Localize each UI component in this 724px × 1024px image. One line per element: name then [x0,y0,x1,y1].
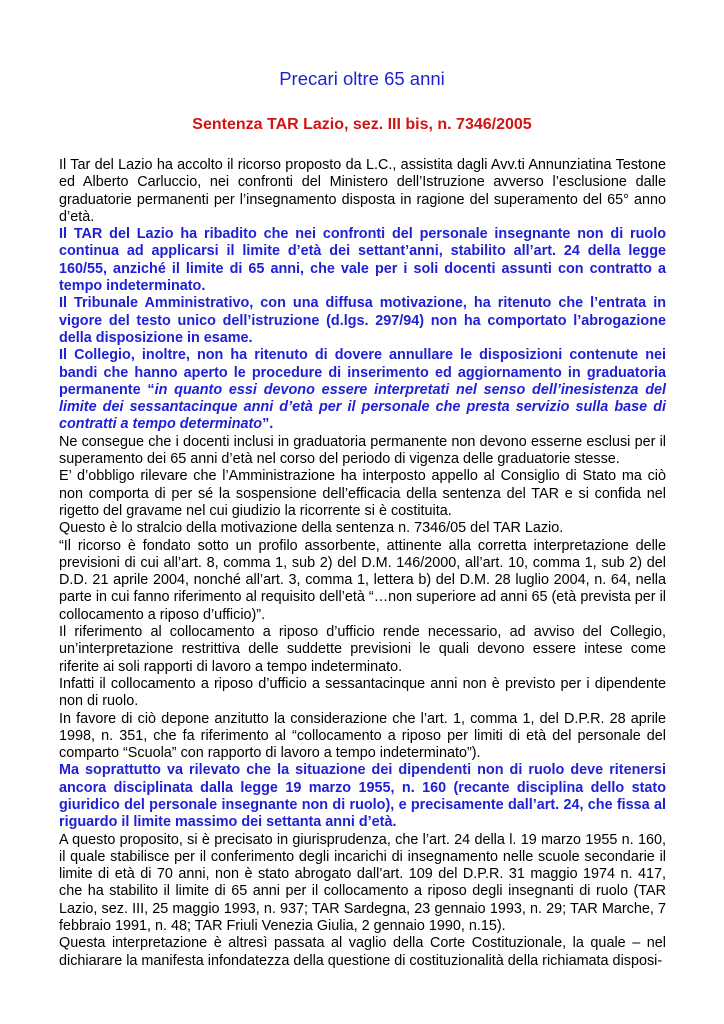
page-title: Precari oltre 65 anni [279,68,445,89]
paragraph-highlight-collegio [59,347,666,433]
paragraph-ricorso: “Il ricorso è fondato sotto un profilo assorbente, attinente alla corretta interpretazione delle previsioni di cui all’art. 8, comma 1, sub 2) del D.M. 146/2000, all’art. 10, comma 1, sub 2) del D.D. 21 aprile 2004, nonché all’art. 3, comma 1, lettera b) del D.M. 28 luglio 2004, n. 64, nella parte in cui fanno riferimento al requisito dell’età “…non superiore ad anni 65 (età prevista per il collocamento a riposo d’ufficio)”. [59,537,666,623]
paragraph-collocamento: Infatti il collocamento a riposo d’ufficio a sessantacinque anni non è previsto per i dipendente non di ruolo. [59,675,666,710]
document-body [59,157,666,970]
paragraph-riferimento: Il riferimento al collocamento a riposo d’ufficio rende necessario, ad avviso del Collegio, un’interpretazione restrittiva delle suddette previsioni le quali devono essere intese come riferite ai soli rapporti di lavoro a tempo indeterminato. [59,624,666,675]
page-subtitle: Sentenza TAR Lazio, sez. III bis, n. 7346/2005 [192,116,532,133]
paragraph-highlight-tribunal: Il Tribunale Amministrativo, con una diffusa motivazione, ha ritenuto che l’entrata in vigore del testo unico dell’istruzione (d.lgs. 297/94) non ha comportato l’abrogazione della disposizione in esame. [59,295,666,346]
paragraph-giurisprudenza: A questo proposito, si è precisato in giurisprudenza, che l’art. 24 della l. 19 marzo 1955 n. 160, il quale stabilisce per il conferimento degli incarichi di insegnamento nelle scuole secondarie il limite di età di 70 anni, non è stato abrogato dall’art. 109 del D.P.R. 31 maggio 1974 n. 417, che ha stabilito il limite di 65 anni per il collocamento a riposo degli insegnanti di ruolo (TAR Lazio, sez. III, 25 maggio 1993, n. 937; TAR Sardegna, 23 gennaio 1993, n. 29; TAR Marche, 7 febbraio 1991, n. 48; TAR Friuli Venezia Giulia, 2 gennaio 1990, n.15). [59,831,666,935]
paragraph-favore: In favore di ciò depone anzitutto la considerazione che l’art. 1, comma 1, del D.P.R. 28 aprile 1998, n. 351, che fa riferimento al “collocamento a riposo per limiti di età del personale del comparto “Scuola” con rapporto di lavoro a tempo indeterminato”). [59,710,666,762]
paragraph-highlight-legge: Ma soprattutto va rilevato che la situazione dei dipendenti non di ruolo deve ritenersi ancora disciplinata dalla legge 19 marzo 1955, n. 160 (recante disciplina dello stato giuridico del personale insegnante non di ruolo), e precisamente dall’art. 24, che fissa al riguardo il limite massimo dei settanta anni d’età. [59,762,666,831]
collegio-text: Il Collegio, inoltre, non ha ritenuto di dovere annullare le disposizioni contenute nei bandi che hanno aperto le procedure di inserimento ed aggiornamento in graduatoria permanente “ [59,347,666,398]
collegio-end: ”. [262,416,274,433]
paragraph-intro: Il Tar del Lazio ha accolto il ricorso proposto da L.C., assistita dagli Avv.ti Annunziatina Testone ed Alberto Carluccio, nei confronti del Ministero dell’Istruzione avverso l’esclusione dalle graduatorie permanenti per l’insegnamento disposta in ragione del superamento del 65° anno d’età. [59,157,666,225]
paragraph-highlight-limit: Il TAR del Lazio ha ribadito che nei confronti del personale insegnante non di ruolo continua ad applicarsi il limite d’età dei settant’anni, stabilito all’art. 24 della legge 160/55, anziché il limite di 65 anni, che vale per i soli docenti assunti con contratto a tempo indeterminato. [59,226,666,295]
paragraph-corte: Questa interpretazione è altresì passata al vaglio della Corte Costituzionale, la quale – nel dichiarare la manifesta infondatezza della questione di costituzionalità della richiamata disposi- [59,935,666,969]
paragraph-excerpt-intro: Questo è lo stralcio della motivazione della sentenza n. 7346/05 del TAR Lazio. [59,520,564,537]
collegio-quote: in quanto essi devono essere interpretati nel senso dell’inesistenza del limite dei sessantacinque anni d’età per il personale che presta servizio sulla base di contratti a tempo determinato [59,381,666,433]
paragraph-consequence: Ne consegue che i docenti inclusi in graduatoria permanente non devono esserne esclusi per il superamento dei 65 anni d’età nel corso del periodo di vigenza delle graduatorie stesse. [59,433,666,468]
paragraph-appeal: E’ d’obbligo rilevare che l’Amministrazione ha interposto appello al Consiglio di Stato ma ciò non comporta di per sé la sospensione dell’efficacia della sentenza del TAR e si confida nel rigetto del gravame nel cui giudizio la ricorrente si è costituita. [59,468,666,519]
